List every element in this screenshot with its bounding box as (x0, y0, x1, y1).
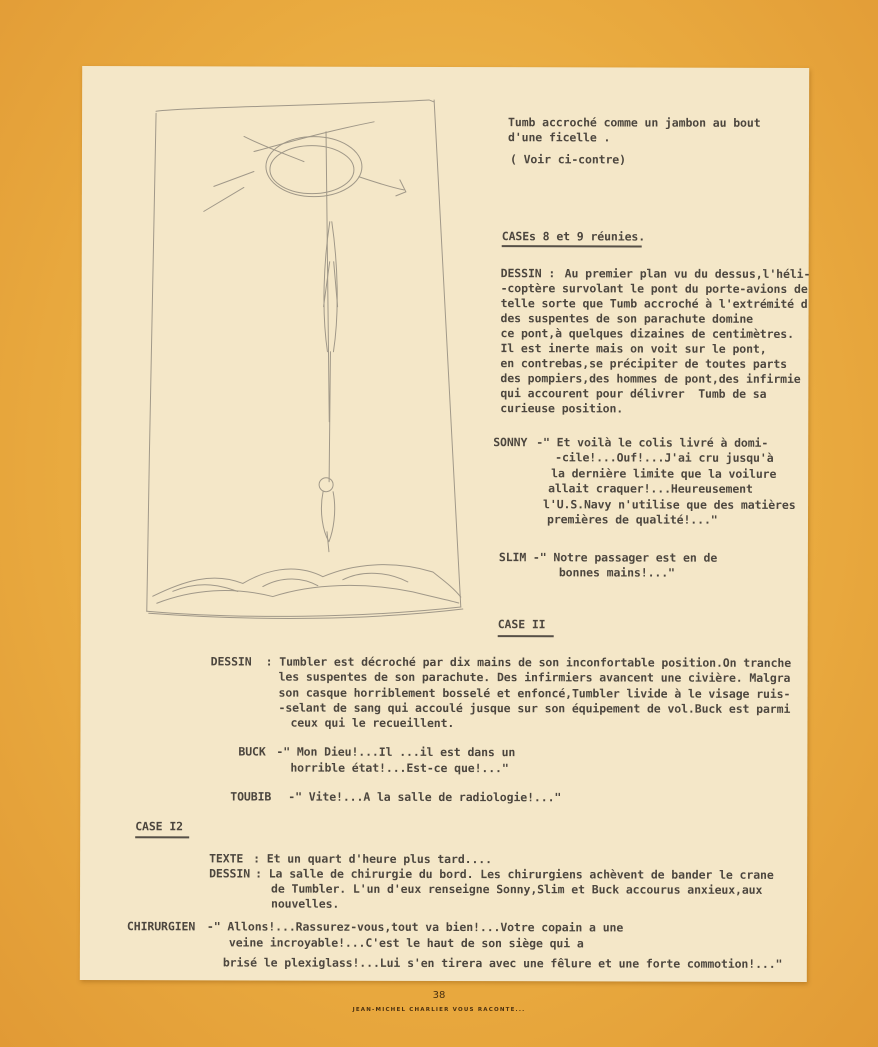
case12-chirurgien-label: CHIRURGIEN (126, 919, 196, 934)
case8-sonny-line: -" Et voilà le colis livré à domi- (536, 435, 769, 450)
case11-toubib-label: TOUBIB (230, 789, 272, 804)
case12-dessin-line: nouvelles. (270, 896, 340, 911)
case8-slim-label: SLIM (498, 550, 527, 565)
case11-buck-line: -" Mon Dieu!...Il ...il est dans un (276, 744, 516, 760)
case8-sonny-line: l'U.S.Navy n'utilise que des matières (543, 497, 796, 512)
case12-texte-line: : Et un quart d'heure plus tard.... (253, 851, 492, 867)
case8-slim-line: -" Notre passager est en de (532, 550, 718, 565)
case12-dessin-label: DESSIN (209, 866, 251, 881)
case12-chirurgien-line: -" Allons!...Rassurez-vous,tout va bien!...Votre copain a une (206, 919, 624, 935)
case8-dessin-line: qui accourent pour délivrer Tumb de sa (500, 386, 767, 401)
case12-dessin-line: de Tumbler. L'un d'eux renseigne Sonny,Slim et Buck accourus anxieux,aux (271, 881, 763, 897)
case11-dessin-line: ceux qui le recueillent. (290, 715, 455, 731)
case11-dessin-line: -selant de sang qui accoulé jusque sur son équipement de vol.Buck est parmi (278, 700, 791, 716)
case8-sonny-line: la dernière limite que la voilure (551, 466, 777, 481)
case12-dessin-line: : La salle de chirurgie du bord. Les chirurgiens achèvent de bander le crane (255, 866, 774, 882)
case8-dessin-line: Il est inerte mais on voit sur le pont, (500, 341, 767, 356)
case8-dessin-line: des pompiers,des hommes de pont,des infirmie (500, 371, 801, 386)
case8-sonny-line: -cile!...Ouf!...J'ai cru jusqu'à (555, 450, 774, 465)
intro-line: d'une ficelle . (507, 130, 611, 145)
case12-title-underline (135, 836, 189, 838)
case8-title: CASEs 8 et 9 réunies. (501, 229, 646, 244)
case8-dessin-line: Au premier plan vu du dessus,l'héli- (564, 266, 811, 281)
pencil-sketch-helicopter (143, 91, 479, 622)
case8-title-underline (502, 245, 642, 247)
case11-buck-line: horrible état!...Est-ce que!..." (290, 760, 509, 776)
case11-dessin-line: les suspentes de son parachute. Des infirmiers avancent une civière. Malgra (278, 669, 791, 685)
book-footer: JEAN-MICHEL CHARLIER VOUS RACONTE... (352, 1007, 526, 1013)
intro-note: ( Voir ci-contre) (509, 152, 626, 167)
case12-title: CASE I2 (135, 819, 183, 834)
case8-dessin-label: DESSIN : (500, 266, 556, 281)
case11-dessin-line: : Tumbler est décroché par dix mains de son inconfortable position.On tranche (265, 654, 792, 670)
case11-dessin-line: son casque horriblement bosselé et enfoncé,Tumbler livide à le visage ruis- (278, 685, 791, 701)
case8-sonny-line: allait craquer!...Heureusement (548, 481, 753, 496)
case8-dessin-line: ce pont,à quelques dizaines de centimètres. (500, 326, 794, 341)
manuscript-sheet (80, 66, 809, 982)
case11-dessin-label: DESSIN (210, 654, 252, 669)
case12-texte-label: TEXTE (209, 851, 244, 866)
case11-toubib-line: -" Vite!...A la salle de radiologie!..." (288, 789, 562, 805)
case12-chirurgien-line: veine incroyable!...C'est le haut de son siège qui a (228, 935, 584, 951)
case8-dessin-line: en contrebas,se précipiter de toutes parts (500, 356, 788, 371)
case8-dessin-line: telle sorte que Tumb accroché à l'extrémité d (500, 296, 808, 311)
intro-line: Tumb accroché comme un jambon au bout (508, 115, 761, 130)
case8-dessin-line: des suspentes de son parachute domine (500, 311, 754, 326)
case11-title: CASE II (497, 617, 546, 632)
case8-sonny-line: premières de qualité!..." (546, 512, 718, 527)
page-number: 38 (432, 990, 446, 1001)
case11-buck-label: BUCK (238, 744, 266, 759)
case8-slim-line: bonnes mains!..." (558, 565, 675, 580)
case8-dessin-line: curieuse position. (500, 401, 624, 416)
case8-dessin-line: -coptère survolant le pont du porte-avions de (500, 281, 808, 296)
case8-sonny-label: SONNY (493, 435, 528, 450)
case12-chirurgien-line: brisé le plexiglass!...Lui s'en tirera avec une fêlure et une forte commotion!..." (222, 955, 783, 971)
case11-title-underline (498, 635, 554, 637)
